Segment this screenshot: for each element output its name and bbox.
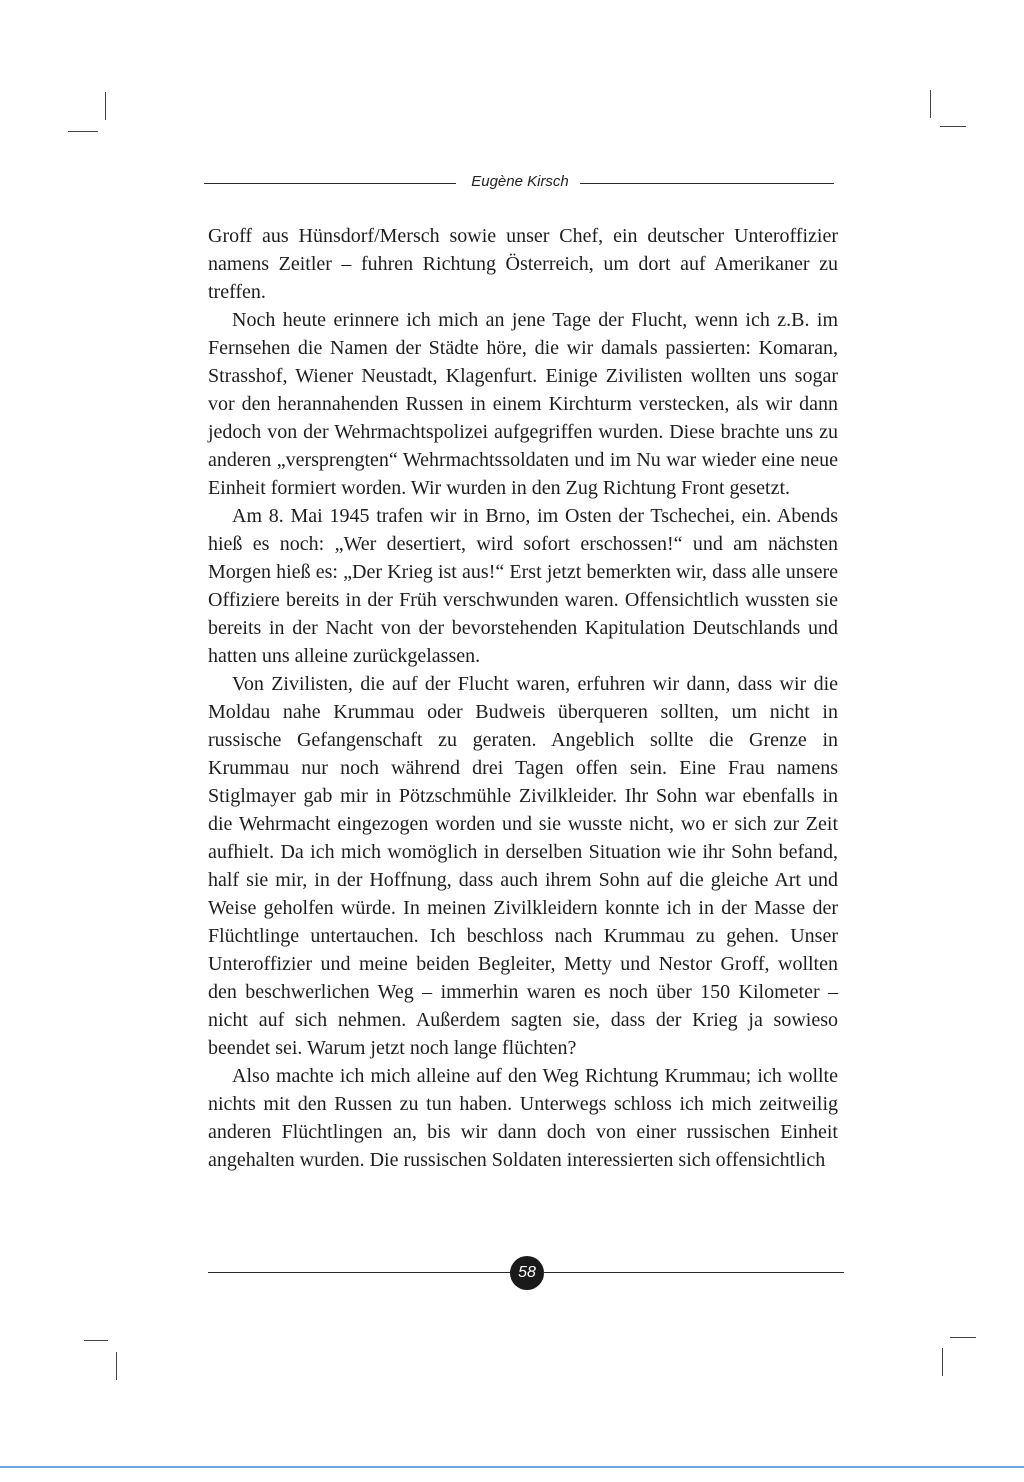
crop-mark-top-right-vertical [930, 90, 931, 118]
header-author: Eugène Kirsch [471, 173, 569, 190]
page-number-badge: 58 [510, 1256, 544, 1290]
page-footer [208, 1256, 844, 1290]
crop-mark-top-left-horizontal [68, 131, 98, 132]
paragraph-4: Von Zivilisten, die auf der Flucht waren, erfuhren wir dann, dass wir die Moldau nahe Krummau oder Budweis überqueren sollten, um nicht in russische Gefangenschaft zu geraten. Angeblich sollte die Grenze in Krummau nur noch während drei Tagen offen sein. Eine Frau namens Stiglmayer gab mir in Pötzschmühle Zivilkleider. Ihr Sohn war ebenfalls in die Wehrmacht eingezogen worden und sie wusste nicht, wo er sich zur Zeit aufhielt. Da ich mich womöglich in derselben Situation wie ihr Sohn befand, half sie mir, in der Hoffnung, dass auch ihrem Sohn auf die gleiche Art und Weise geholfen würde. In meinen Zivilkleidern konnte ich in der Masse der Flüchtlinge untertauchen. Ich beschloss nach Krummau zu gehen. Unser Unteroffizier und meine beiden Begleiter, Metty und Nestor Groff, wollten den beschwerlichen Weg – immerhin waren es noch über 150 Kilometer – nicht auf sich nehmen. Außerdem sagten sie, dass der Krieg ja sowieso beendet sei. Warum jetzt noch lange flüchten? [208, 673, 838, 1059]
footer-rule-right [542, 1272, 844, 1273]
crop-mark-bottom-left-horizontal [84, 1340, 108, 1341]
crop-mark-bottom-right-horizontal [950, 1337, 976, 1338]
paragraph-1: Groff aus Hünsdorf/Mersch sowie unser Chef, ein deutscher Unteroffizier namens Zeitler – fuhren Richtung Österreich, um dort auf Amerikaner zu treffen. [208, 225, 838, 303]
paragraph-3: Am 8. Mai 1945 trafen wir in Brno, im Osten der Tschechei, ein. Abends hieß es noch: „Wer desertiert, wird sofort erschossen!“ und am nächsten Morgen hieß es: „Der Krieg ist aus!“ Erst jetzt bemerkten wir, dass alle unsere Offiziere bereits in der Früh verschwunden waren. Offensichtlich wussten sie bereits in der Nacht von der bevorstehenden Kapitulation Deutschlands und hatten uns alleine zurückgelassen. [208, 505, 838, 667]
header-rule-right [580, 183, 834, 184]
paragraph-5: Also machte ich mich alleine auf den Weg Richtung Krummau; ich wollte nichts mit den Russen zu tun haben. Unterwegs schloss ich mich zeitweilig anderen Flüchtlingen an, bis wir dann doch von einer russischen Einheit angehalten wurden. Die russischen Soldaten interessierten sich offensichtlich [208, 1065, 838, 1171]
crop-mark-bottom-left-vertical [116, 1352, 117, 1380]
paragraph-2: Noch heute erinnere ich mich an jene Tage der Flucht, wenn ich z.B. im Fernsehen die Namen der Städte höre, die wir damals passierten: Komaran, Strasshof, Wiener Neustadt, Klagenfurt. Einige Zivilisten wollten uns sogar vor den herannahenden Russen in einem Kirchturm verstecken, als wir dann jedoch von der Wehrmachtspolizei aufgegriffen wurden. Diese brachte uns zu anderen „versprengten“ Wehrmachtssoldaten und im Nu war wieder eine neue Einheit formiert worden. Wir wurden in den Zug Richtung Front gesetzt. [208, 309, 838, 499]
header-rule-left [204, 183, 456, 184]
crop-mark-top-left-vertical [105, 92, 106, 120]
running-header [204, 172, 834, 196]
crop-mark-bottom-right-vertical [942, 1348, 943, 1376]
footer-rule-left [208, 1272, 510, 1273]
scan-edge-line [0, 1466, 1024, 1468]
body-text [208, 222, 838, 1174]
crop-mark-top-right-horizontal [940, 126, 966, 127]
